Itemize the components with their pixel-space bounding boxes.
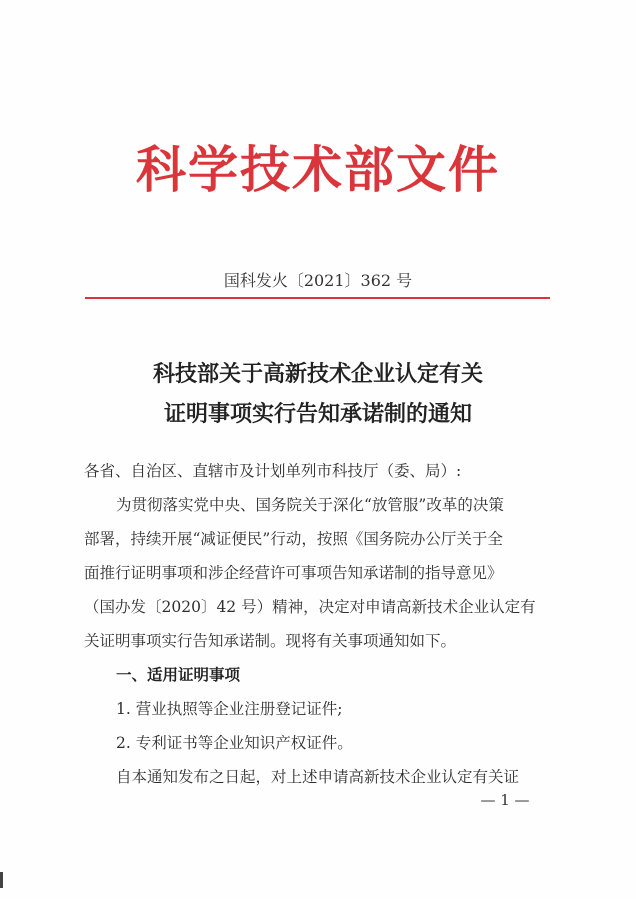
document-title-line-1: 科技部关于高新技术企业认定有关: [152, 362, 483, 387]
body-line-2: 部署，持续开展“减证便民”行动，按照《国务院办公厅关于全: [84, 530, 503, 548]
addressee: 各省、自治区、直辖市及计划单列市科技厅（委、局）:: [84, 462, 462, 480]
document-header: 科学技术部文件: [136, 141, 500, 199]
body-line-4: （国办发〔2020〕42 号）精神，决定对申请高新技术企业认定有: [84, 598, 536, 616]
body-line-1: 为贯彻落实党中央、国务院关于深化“放管服”改革的决策: [116, 496, 504, 514]
scan-edge-mark: [0, 872, 3, 888]
document-number: 国科发火〔2021〕362 号: [223, 271, 413, 290]
body-line-5: 关证明事项实行告知承诺制。现将有关事项通知如下。: [84, 632, 457, 650]
section-heading: 一、适用证明事项: [116, 666, 241, 684]
document-title-line-2: 证明事项实行告知承诺制的通知: [163, 402, 472, 427]
red-divider: [85, 297, 550, 299]
body-line-3: 面推行证明事项和涉企经营许可事项告知承诺制的指导意见》: [84, 564, 503, 582]
closing-line: 自本通知发布之日起，对上述申请高新技术企业认定有关证: [116, 768, 520, 786]
list-item-2: 2. 专利证书等企业知识产权证件。: [116, 734, 353, 752]
list-item-1: 1. 营业执照等企业注册登记证件;: [116, 700, 343, 718]
page-number: — 1 —: [480, 791, 530, 809]
